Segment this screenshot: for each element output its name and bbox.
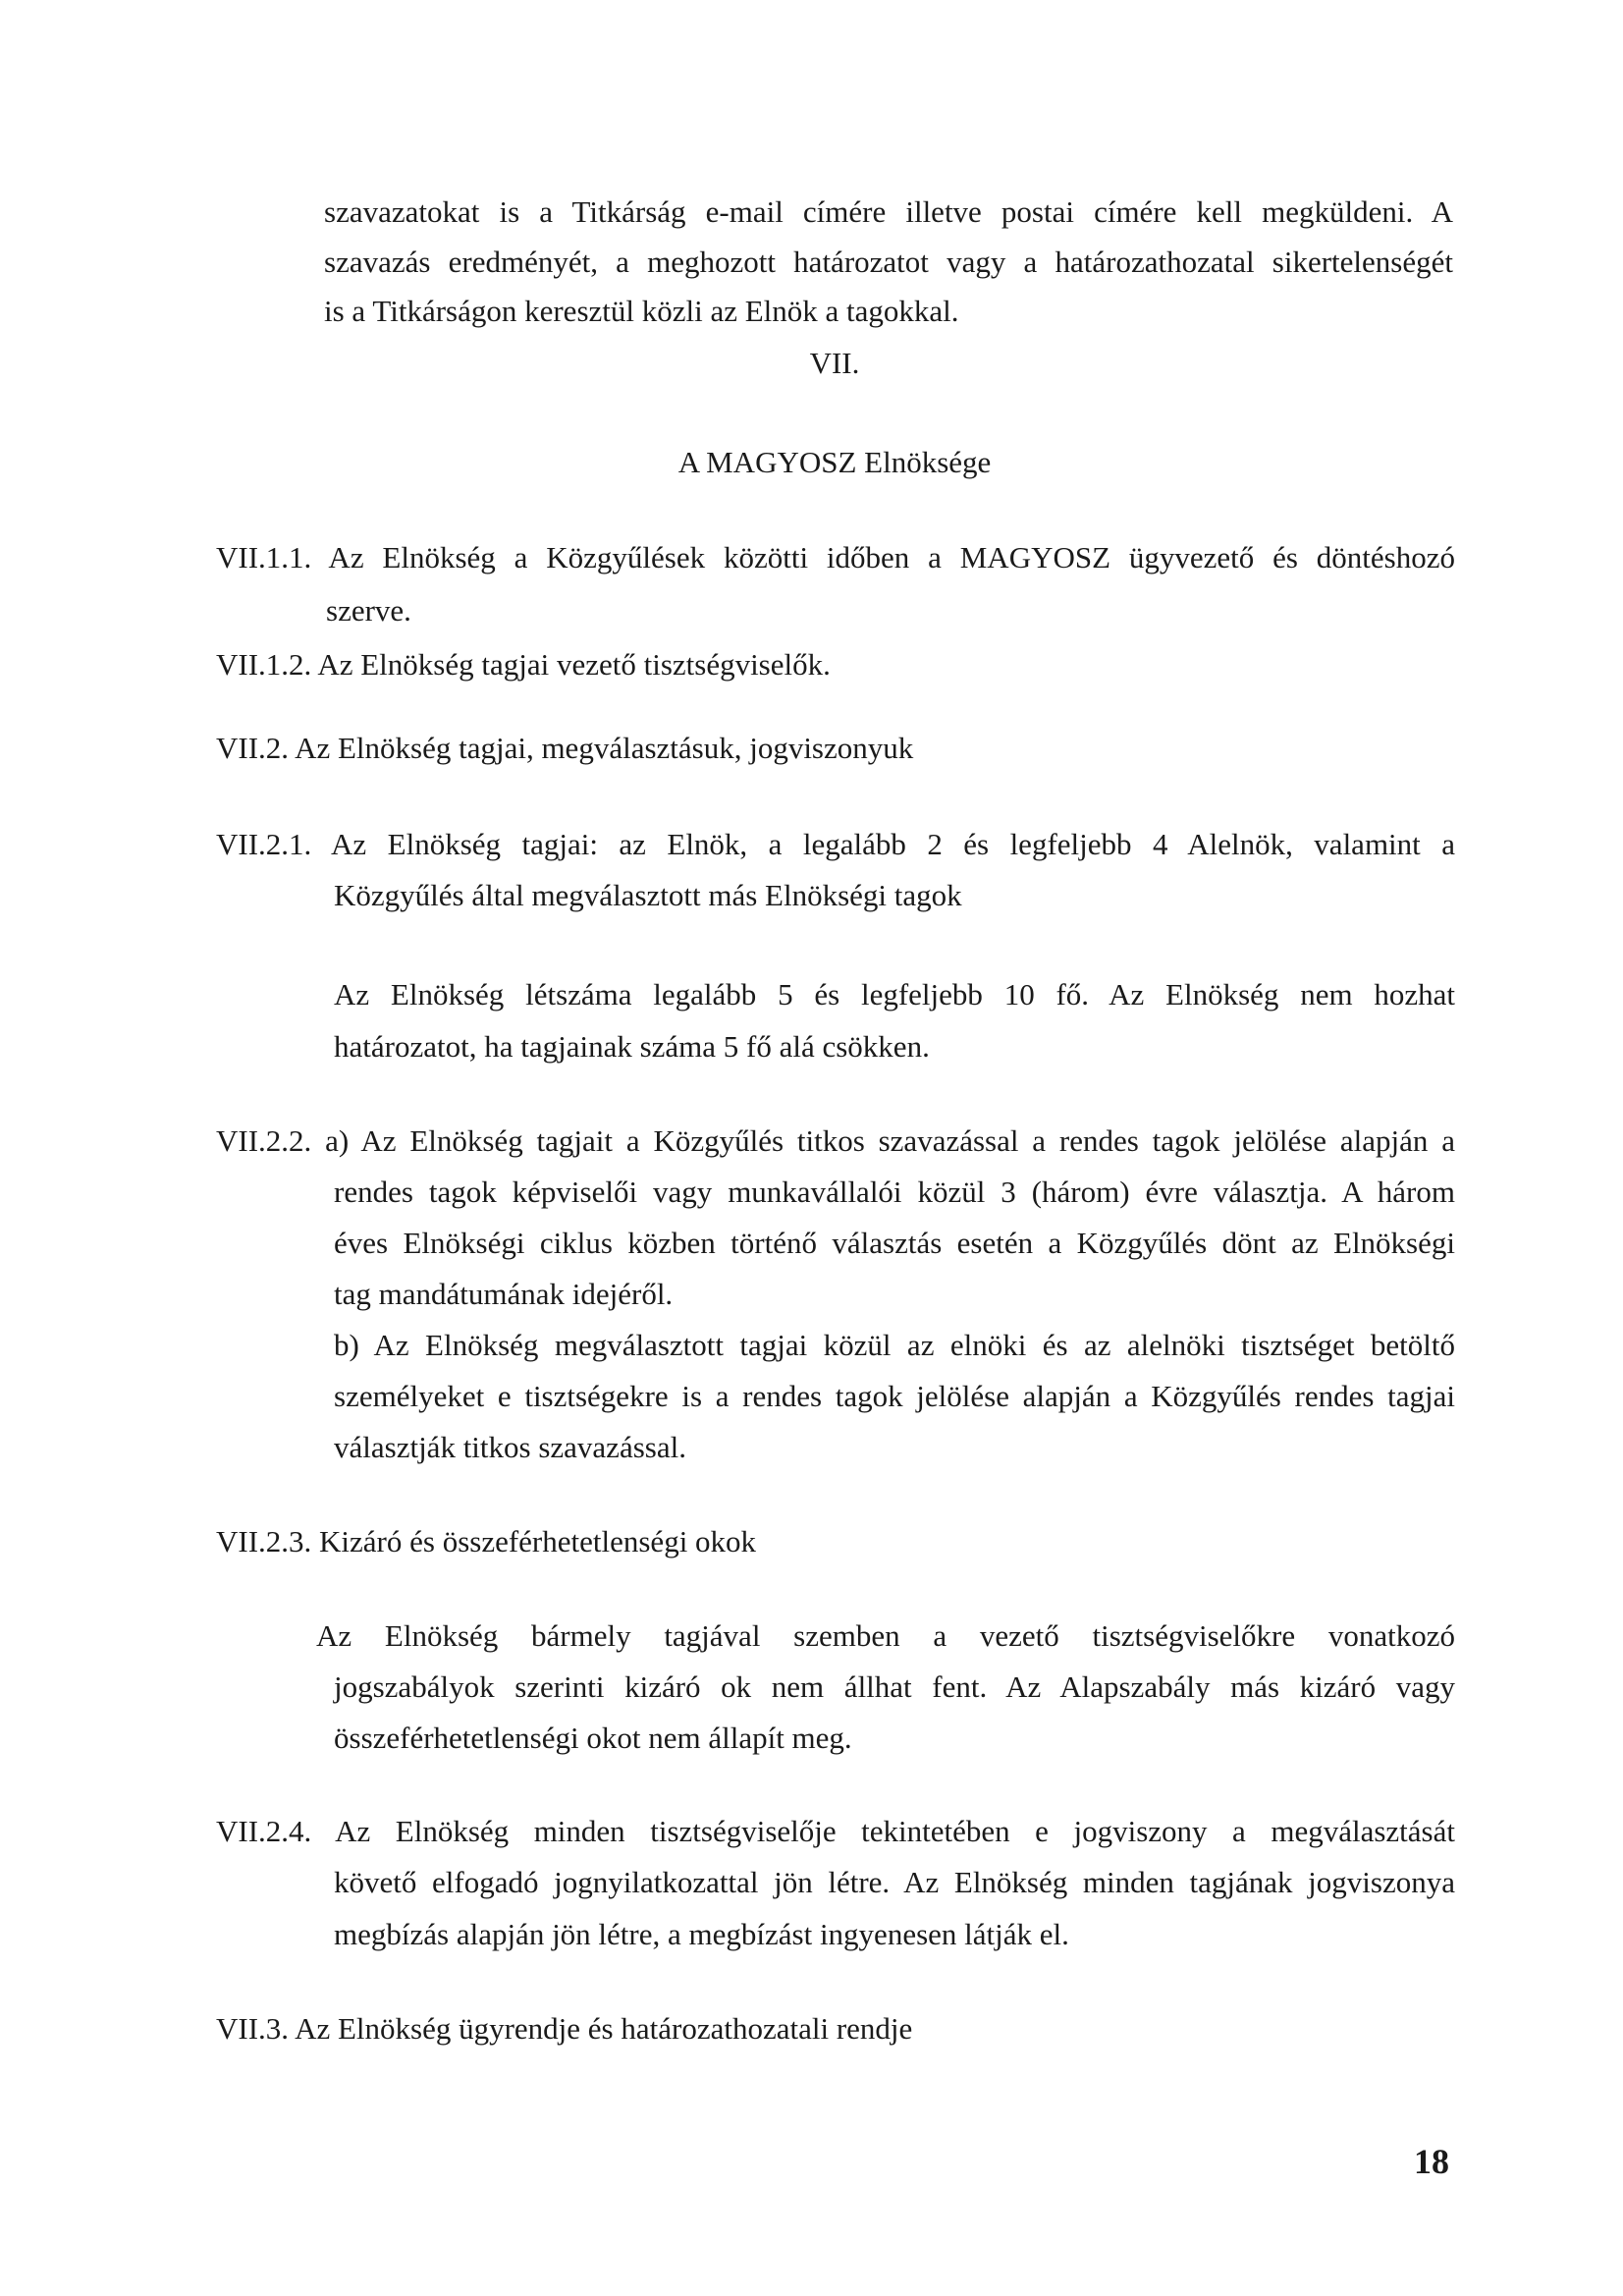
text-line: szavazatokat is a Titkárság e-mail címére illetve postai címére kell megküldeni. A — [324, 194, 1453, 229]
section-line: VII.2.2. a) Az Elnökség tagjait a Közgyűlés titkos szavazással a rendes tagok jelölése alapján a — [216, 1123, 1455, 1158]
section-line: VII.1.1. Az Elnökség a Közgyűlések közötti időben a MAGYOSZ ügyvezető és döntéshozó — [216, 540, 1455, 574]
text-line: választják titkos szavazással. — [334, 1430, 686, 1464]
text-line: határozatot, ha tagjainak száma 5 fő alá csökken. — [334, 1029, 930, 1064]
text-line: szavazás eredményét, a meghozott határozatot vagy a határozathozatal sikertelenségét — [324, 245, 1453, 279]
section-heading: VII.3. Az Elnökség ügyrendje és határozathozatali rendje — [216, 2011, 913, 2046]
text-line: Közgyűlés által megválasztott más Elnökségi tagok — [334, 878, 962, 912]
text-line: Az Elnökség létszáma legalább 5 és legfeljebb 10 fő. Az Elnökség nem hozhat — [334, 977, 1455, 1011]
section-line: VII.2.1. Az Elnökség tagjai: az Elnök, a legalább 2 és legfeljebb 4 Alelnök, valamint a — [216, 827, 1455, 861]
text-line: is a Titkárságon keresztül közli az Elnök a tagokkal. — [324, 294, 959, 328]
chapter-number: VII. — [809, 346, 860, 380]
text-line: követő elfogadó jognyilatkozattal jön létre. Az Elnökség minden tagjának jogviszonya — [334, 1865, 1455, 1899]
text-line: megbízás alapján jön létre, a megbízást ingyenesen látják el. — [334, 1917, 1069, 1951]
chapter-title: A MAGYOSZ Elnöksége — [677, 445, 992, 479]
text-line: éves Elnökségi ciklus közben történő választás esetén a Közgyűlés dönt az Elnökségi — [334, 1226, 1455, 1260]
text-line: tag mandátumának idejéről. — [334, 1277, 674, 1311]
page-number: 18 — [1414, 2142, 1449, 2181]
text-line: rendes tagok képviselői vagy munkavállalói közül 3 (három) évre választja. A három — [334, 1175, 1455, 1209]
text-line: személyeket e tisztségekre is a rendes tagok jelölése alapján a Közgyűlés rendes tagjai — [334, 1379, 1455, 1413]
section-heading: VII.2. Az Elnökség tagjai, megválasztásuk, jogviszonyuk — [216, 731, 914, 765]
text-line: összeférhetetlenségi okot nem állapít meg. — [334, 1721, 852, 1755]
text-line: jogszabályok szerinti kizáró ok nem állhat fent. Az Alapszabály más kizáró vagy — [334, 1669, 1455, 1704]
section-line: VII.2.4. Az Elnökség minden tisztségviselője tekintetében e jogviszony a megválasztását — [216, 1814, 1455, 1848]
text-line: Az Elnökség bármely tagjával szemben a vezető tisztségviselőkre vonatkozó — [316, 1618, 1455, 1653]
section-heading: VII.2.3. Kizáró és összeférhetetlenségi okok — [216, 1524, 757, 1558]
section-line: VII.1.2. Az Elnökség tagjai vezető tisztségviselők. — [216, 647, 831, 682]
text-line: b) Az Elnökség megválasztott tagjai közül az elnöki és az alelnöki tisztséget betöltő — [334, 1328, 1455, 1362]
text-line: szerve. — [326, 593, 411, 628]
